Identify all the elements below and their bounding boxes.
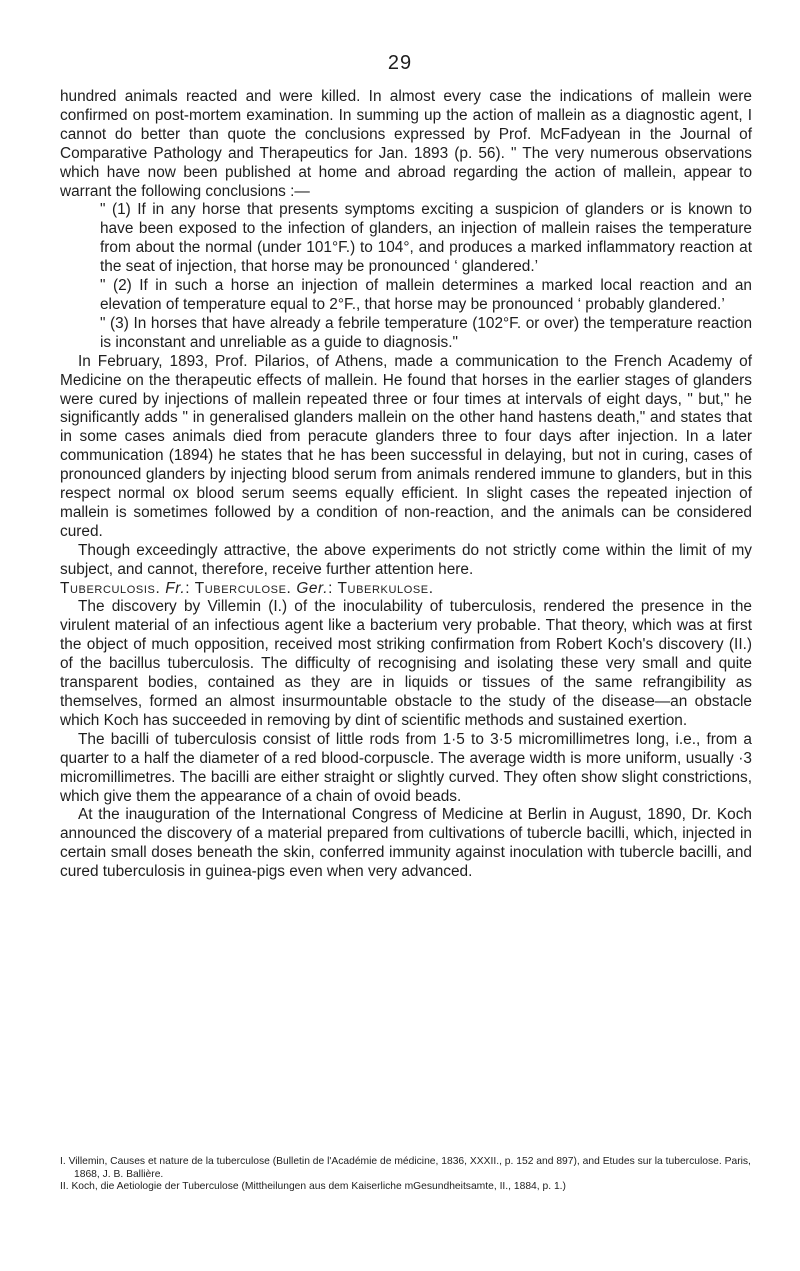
heading-fr-term: : Tuberculose. [185, 579, 292, 597]
paragraph-villemin-discovery: The discovery by Villemin (I.) of the inoculability of tuberculosis, rendered the presence in the virulent material of an infectious agent like a bacterium very probable. That theory, which was at first the object of much opposition, received most striking confirmation from Robert Koch's discovery (II.) of the bacillus tuberculosis. The difficulty of recognising and isolating these very small and quite transparent bodies, contained as they are in liquids or tissues of the same refrangibility as themselves, formed an almost insurmountable obstacle to the study of the disease—an obstacle which Koch has succeeded in removing by dint of scientific methods and sustained exertion. [60, 598, 752, 729]
conclusion-3: " (3) In horses that have already a febrile temperature (102°F. or over) the temperature reaction is inconstant and unreliable as a guide to diagnosis." [100, 314, 752, 351]
conclusion-1: " (1) If in any horse that presents symptoms exciting a suspicion of glanders or is known to have been exposed to the infection of glanders, an injection of mallein raises the temperature from about the normal (under 101°F.) to 104°, and produces a marked inflammatory reaction at the seat of injection, that horse may be pronounced ‘ glandered.’ [100, 201, 752, 276]
page-number: 29 [387, 52, 413, 74]
heading-ger-term: : Tuberkulose. [328, 579, 434, 597]
paragraph-bacilli-description: The bacilli of tuberculosis consist of little rods from 1·5 to 3·5 micromillimetres long, i.e., from a quarter to a half the diameter of a red blood-corpuscle. The average width is more uniform, usually ·3 micromillimetres. The bacilli are either straight or slightly curved. They often show slight constrictions, which give them the appearance of a chain of ovoid beads. [60, 730, 752, 805]
paragraph-koch-congress: At the inauguration of the International Congress of Medicine at Berlin in August, 1890, Dr. Koch announced the discovery of a material prepared from cultivations of tubercle bacilli, which, injected in certain small doses beneath the skin, conferred immunity against inoculation with tubercle bacilli, and cured tuberculosis in guinea-pigs even when very advanced. [60, 806, 752, 881]
footnote-1: I. Villemin, Causes et nature de la tuberculose (Bulletin de l'Académie de médicine, 1836, XXXII., p. 152 and 897), and Etudes sur la tuberculose. Paris, 1868, J. B. Ballière. [60, 1156, 751, 1180]
heading-ger-label: Ger. [296, 579, 329, 597]
section-heading-tuberculosis [60, 580, 752, 599]
paragraph-pilarios: In February, 1893, Prof. Pilarios, of Athens, made a communication to the French Academy of Medicine on the therapeutic effects of mallein. He found that horses in the earlier stages of glanders were cured by injections of mallein repeated three or four times at intervals of eight days, " but," he significantly adds " in generalised glanders mallein on the other hand hastens death," and states that in some cases animals died from peracute glanders three to four days after injection. In a later communication (1894) he states that he has been successful in delaying, but not in curing, cases of pronounced glanders by injecting blood serum from animals rendered immune to glanders, but in this respect normal ox blood serum seems equally efficient. In slight cases the repeated injection of mallein is sometimes followed by a condition of non-reaction, and the animals can be considered cured. [60, 352, 752, 540]
heading-term: Tuberculosis. [60, 579, 161, 597]
paragraph-mallein-conclusions-intro: hundred animals reacted and were killed. In almost every case the indications of mallein were confirmed on post-mortem examination. In summing up the action of mallein as a diagnostic agent, I cannot do better than quote the conclusions expressed by Prof. McFadyean in the Journal of Comparative Pathology and Therapeutics for Jan. 1893 (p. 56). " The very numerous observations which have now been published at home and abroad regarding the action of mallein, appear to warrant the following conclusions :— [60, 88, 752, 200]
heading-fr-label: Fr. [165, 579, 186, 597]
paragraph-attractive-experiments: Though exceedingly attractive, the above experiments do not strictly come within the limit of my subject, and cannot, therefore, receive further attention here. [60, 541, 752, 578]
footnote-2: II. Koch, die Aetiologie der Tuberculose (Mittheilungen aus dem Kaiserliche mGesundheitsamte, II., 1884, p. 1.) [60, 1181, 566, 1193]
footnotes [60, 1156, 752, 1194]
conclusion-2: " (2) If in such a horse an injection of mallein determines a marked local reaction and an elevation of temperature equal to 2°F., that horse may be pronounced ‘ probably glandered.’ [100, 277, 752, 313]
body-text [60, 88, 752, 882]
